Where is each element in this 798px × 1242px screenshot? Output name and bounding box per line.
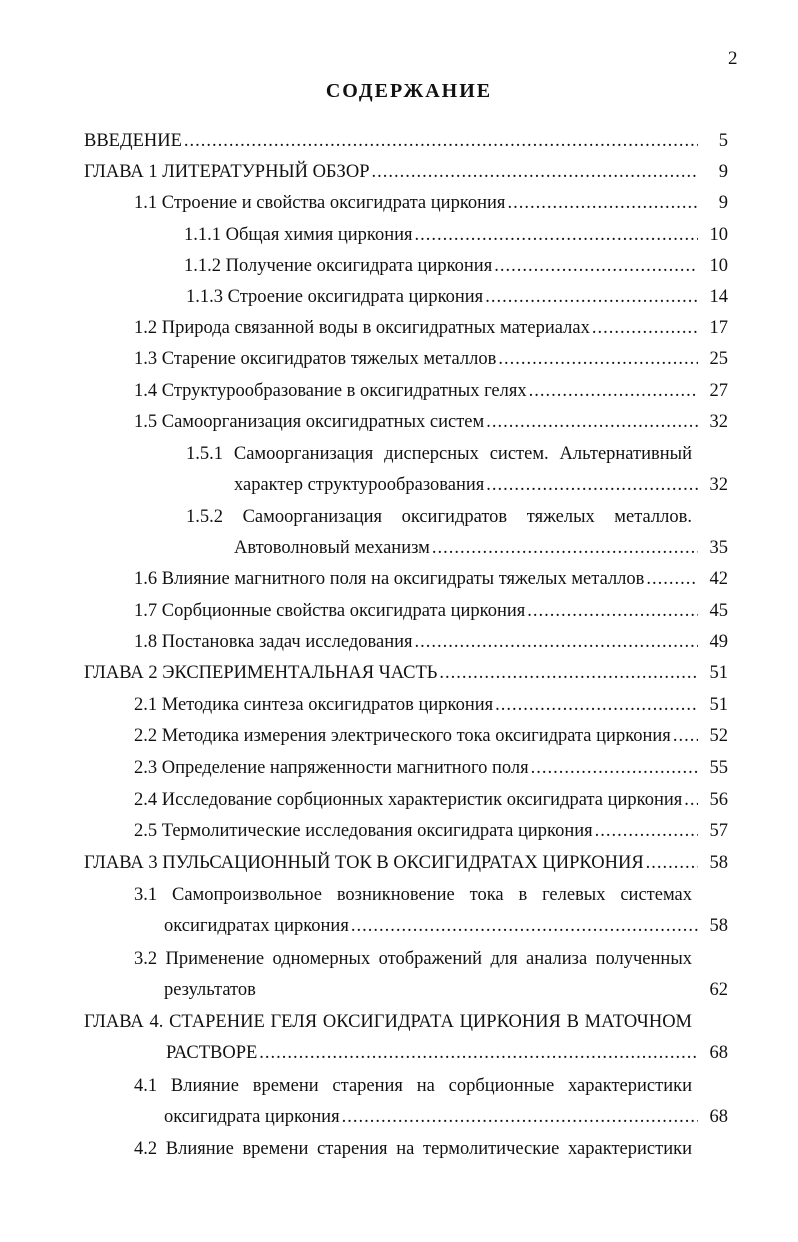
toc-entry-title: 1.6 Влияние магнитного поля на оксигидраты тяжелых металлов xyxy=(134,569,645,589)
toc-page-number: 57 xyxy=(709,821,728,841)
toc-page-number: 55 xyxy=(709,758,728,778)
toc-page-number: 68 xyxy=(709,1107,728,1127)
toc-dot-leader xyxy=(432,533,698,563)
toc-page-number: 62 xyxy=(709,980,728,1000)
toc-entry-chapter-4-line1[interactable] xyxy=(0,1007,798,1037)
toc-entry-chapter-1[interactable] xyxy=(0,157,798,187)
toc-dot-leader xyxy=(592,313,698,343)
toc-dot-leader xyxy=(529,376,698,406)
toc-page-number: 25 xyxy=(709,349,728,369)
toc-page-number: 68 xyxy=(709,1043,728,1063)
toc-page-number: 32 xyxy=(709,475,728,495)
toc-entry-4-1-line1[interactable] xyxy=(0,1071,798,1101)
toc-dot-leader xyxy=(415,220,698,250)
toc-dot-leader xyxy=(646,848,698,878)
toc-dot-leader xyxy=(498,344,698,374)
toc-entry-title: 1.1.2 Получение оксигидрата циркония xyxy=(184,256,493,276)
toc-entry-title-line1: 4.2 Влияние времени старения на термолитические характеристики xyxy=(134,1139,692,1159)
toc-entry-title: ГЛАВА 2 ЭКСПЕРИМЕНТАЛЬНАЯ ЧАСТЬ xyxy=(84,663,438,683)
toc-page-number: 5 xyxy=(718,131,728,151)
toc-entry-title: 2.1 Методика синтеза оксигидратов циркония xyxy=(134,695,494,715)
toc-page-number: 27 xyxy=(709,381,728,401)
toc-dot-leader xyxy=(342,1102,698,1132)
toc-entry-1-3[interactable] xyxy=(0,344,798,374)
toc-entry-title: 1.5 Самоорганизация оксигидратных систем xyxy=(134,412,485,432)
toc-page-number: 52 xyxy=(709,726,728,746)
toc-entry-title: ГЛАВА 3 ПУЛЬСАЦИОННЫЙ ТОК В ОКСИГИДРАТАХ ЦИРКОНИЯ xyxy=(84,853,644,873)
toc-entry-1-5-2-line1[interactable] xyxy=(0,502,798,532)
toc-entry-1-1-2[interactable] xyxy=(0,251,798,281)
toc-dot-leader xyxy=(485,282,698,312)
toc-entry-title: оксигидратах циркония xyxy=(164,916,349,936)
toc-entry-title-line1: 1.5.1 Самоорганизация дисперсных систем. Альтернативный xyxy=(186,444,692,464)
toc-entry-1-7[interactable] xyxy=(0,596,798,626)
toc-dot-leader xyxy=(439,658,698,688)
toc-dot-leader xyxy=(495,690,698,720)
toc-entry-chapter-4[interactable] xyxy=(0,1038,798,1068)
toc-dot-leader xyxy=(673,721,698,751)
toc-page-number: 9 xyxy=(718,193,728,213)
toc-page-number: 49 xyxy=(709,632,728,652)
toc-page-number: 17 xyxy=(709,318,728,338)
toc-entry-title: 1.7 Сорбционные свойства оксигидрата циркония xyxy=(134,601,526,621)
toc-page-number: 10 xyxy=(709,225,728,245)
toc-entry-3-1[interactable] xyxy=(0,911,798,941)
toc-entry-3-2-line1[interactable] xyxy=(0,944,798,974)
toc-entry-title: 1.1.3 Строение оксигидрата циркония xyxy=(186,287,484,307)
toc-entry-title: ВВЕДЕНИЕ xyxy=(84,131,182,151)
toc-entry-1-4[interactable] xyxy=(0,376,798,406)
toc-entry-3-1-line1[interactable] xyxy=(0,880,798,910)
toc-entry-1-5-1-line1[interactable] xyxy=(0,439,798,469)
toc-entry-1-1-3[interactable] xyxy=(0,282,798,312)
toc-dot-leader xyxy=(494,251,698,281)
toc-page-number: 10 xyxy=(709,256,728,276)
toc-dot-leader xyxy=(507,188,698,218)
toc-entry-title: ГЛАВА 1 ЛИТЕРАТУРНЫЙ ОБЗОР xyxy=(84,162,370,182)
toc-entry-2-5[interactable] xyxy=(0,816,798,846)
toc-entry-introduction[interactable] xyxy=(0,126,798,156)
toc-entry-1-5-2[interactable] xyxy=(0,533,798,563)
toc-dot-leader xyxy=(646,564,698,594)
toc-entry-2-2[interactable] xyxy=(0,721,798,751)
toc-entry-title: 2.3 Определение напряженности магнитного поля xyxy=(134,758,529,778)
toc-entry-2-1[interactable] xyxy=(0,690,798,720)
toc-dot-leader xyxy=(351,911,698,941)
toc-entry-title-line1: 1.5.2 Самоорганизация оксигидратов тяжелых металлов. xyxy=(186,507,692,527)
page-number: 2 xyxy=(728,48,738,69)
toc-entry-chapter-3[interactable] xyxy=(0,848,798,878)
toc-dot-leader xyxy=(486,470,698,500)
toc-entry-title: 1.1 Строение и свойства оксигидрата циркония xyxy=(134,193,506,213)
toc-entry-1-1-1[interactable] xyxy=(0,220,798,250)
toc-entry-4-2-line1[interactable] xyxy=(0,1134,798,1164)
toc-dot-leader xyxy=(415,627,698,657)
toc-entry-title-line1: 3.1 Самопроизвольное возникновение тока в гелевых системах xyxy=(134,885,692,905)
toc-entry-title-line1: 4.1 Влияние времени старения на сорбционные характеристики xyxy=(134,1076,692,1096)
toc-entry-title-line1: 3.2 Применение одномерных отображений для анализа полученных xyxy=(134,949,692,969)
toc-dot-leader xyxy=(527,596,698,626)
toc-page-number: 56 xyxy=(709,790,728,810)
toc-page-number: 58 xyxy=(709,853,728,873)
toc-dot-leader xyxy=(595,816,698,846)
toc-page-number: 32 xyxy=(709,412,728,432)
toc-entry-1-1[interactable] xyxy=(0,188,798,218)
toc-entry-1-8[interactable] xyxy=(0,627,798,657)
toc-entry-title: оксигидрата циркония xyxy=(164,1107,340,1127)
toc-entry-4-1[interactable] xyxy=(0,1102,798,1132)
toc-dot-leader xyxy=(259,1038,698,1068)
toc-page-number: 14 xyxy=(709,287,728,307)
toc-entry-title: 2.2 Методика измерения электрического тока оксигидрата циркония xyxy=(134,726,671,746)
toc-entry-2-3[interactable] xyxy=(0,753,798,783)
toc-page-number: 51 xyxy=(709,663,728,683)
toc-dot-leader xyxy=(684,785,698,815)
toc-entry-title: характер структурообразования xyxy=(234,475,485,495)
toc-dot-leader xyxy=(371,157,698,187)
toc-dot-leader xyxy=(184,126,698,156)
toc-page-number: 45 xyxy=(709,601,728,621)
toc-entry-2-4[interactable] xyxy=(0,785,798,815)
toc-entry-title: 1.4 Структурообразование в оксигидратных гелях xyxy=(134,381,527,401)
toc-entry-chapter-2[interactable] xyxy=(0,658,798,688)
toc-entry-1-5[interactable] xyxy=(0,407,798,437)
toc-entry-title: 2.4 Исследование сорбционных характеристик оксигидрата циркония xyxy=(134,790,683,810)
toc-page-number: 35 xyxy=(709,538,728,558)
toc-page-number: 51 xyxy=(709,695,728,715)
toc-entry-title-line1: ГЛАВА 4. СТАРЕНИЕ ГЕЛЯ ОКСИГИДРАТА ЦИРКОНИЯ В МАТОЧНОМ xyxy=(84,1012,692,1032)
toc-entry-title: РАСТВОРЕ xyxy=(166,1043,258,1063)
toc-entry-title: Автоволновый механизм xyxy=(234,538,430,558)
toc-entry-title: 1.3 Старение оксигидратов тяжелых металлов xyxy=(134,349,497,369)
toc-page-number: 58 xyxy=(709,916,728,936)
toc-entry-title: 1.2 Природа связанной воды в оксигидратных материалах xyxy=(134,318,590,338)
toc-entry-title: результатов xyxy=(164,980,256,1000)
toc-entry-1-5-1[interactable] xyxy=(0,470,798,500)
toc-dot-leader xyxy=(486,407,698,437)
toc-page-number: 9 xyxy=(718,162,728,182)
toc-page-number: 42 xyxy=(709,569,728,589)
toc-entry-title: 1.8 Постановка задач исследования xyxy=(134,632,413,652)
toc-entry-title: 2.5 Термолитические исследования оксигидрата циркония xyxy=(134,821,593,841)
toc-dot-leader xyxy=(531,753,698,783)
toc-entry-3-2[interactable] xyxy=(0,975,798,1005)
toc-entry-title: 1.1.1 Общая химия циркония xyxy=(184,225,413,245)
toc-entry-1-2[interactable] xyxy=(0,313,798,343)
page-title: СОДЕРЖАНИЕ xyxy=(325,80,493,102)
toc-entry-1-6[interactable] xyxy=(0,564,798,594)
